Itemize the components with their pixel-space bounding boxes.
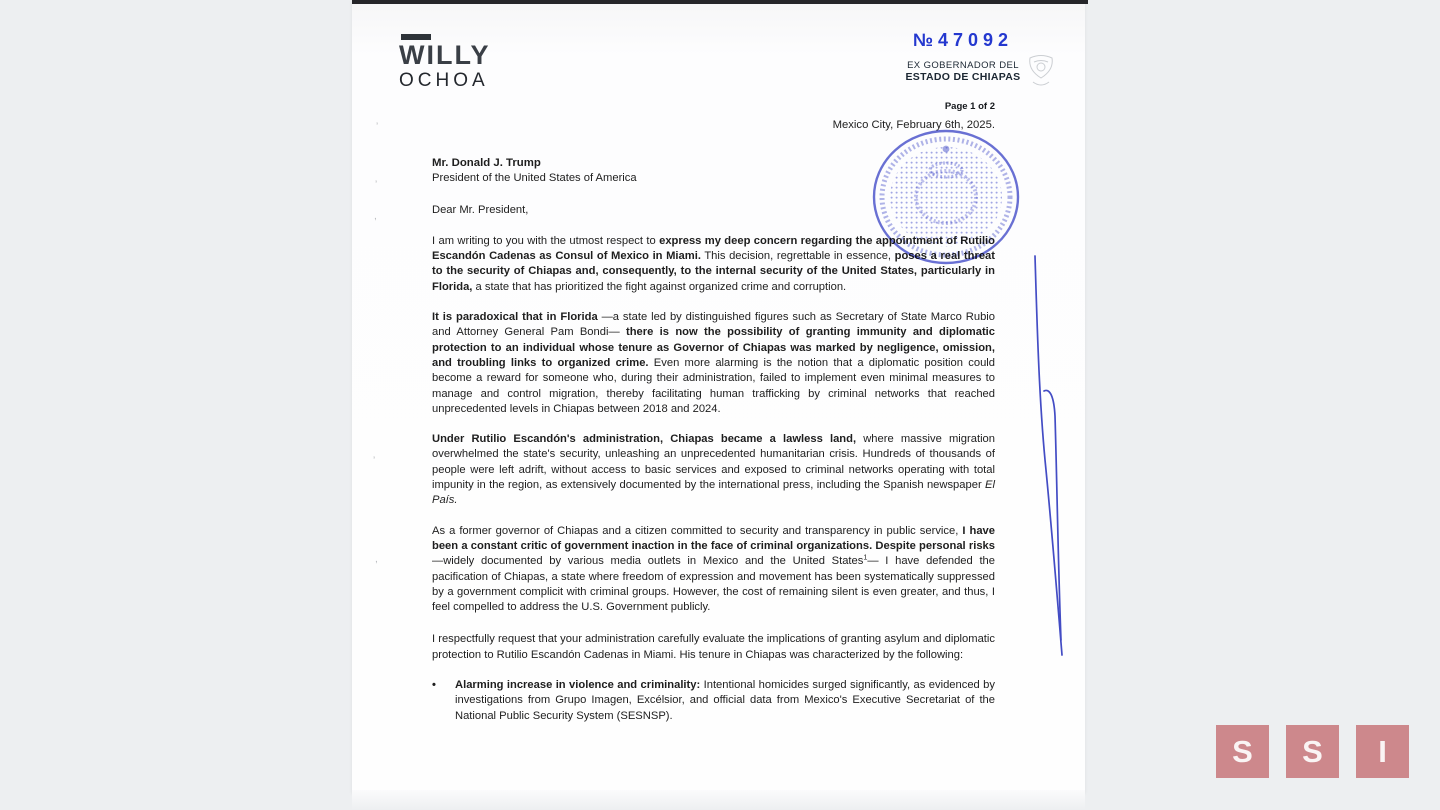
office-title-line1: EX GOBERNADOR DEL <box>907 60 1019 71</box>
dateline: Mexico City, February 6th, 2025. <box>832 119 995 131</box>
scan-artifact: , <box>374 211 377 222</box>
office-title-line2: ESTADO DE CHIAPAS <box>905 71 1021 83</box>
letter-document <box>352 0 1085 794</box>
office-title <box>897 60 1029 83</box>
folio-digits: 47092 <box>938 30 1014 50</box>
crest-watermark-icon <box>1024 52 1058 92</box>
scan-artifact: ʼ <box>376 122 379 133</box>
scan-artifact: , <box>375 554 378 565</box>
recipient-name: Mr. Donald J. Trump <box>432 157 541 169</box>
folio-prefix: № <box>912 30 934 50</box>
notary-stamp-icon <box>870 126 1022 268</box>
ssi-letter: S <box>1232 733 1253 769</box>
bullet-text: Alarming increase in violence and criminality: Intentional homicides surged significantly, as evidenced by investigations from Grupo Imagen, Excélsior, and official data from Mexico's Executive Secretariat of the National Public Security System (SESNSP). <box>455 679 995 722</box>
ssi-watermark <box>1216 725 1409 778</box>
ssi-watermark-square <box>1356 725 1409 778</box>
folio-number <box>897 30 1029 51</box>
paragraph-5: I respectfully request that your administration carefully evaluate the implications of granting asylum and diplomatic protection to Rutilio Escandón Cadenas in Miami. His tenure in Chiapas was characterized by the following: <box>432 633 995 661</box>
ssi-watermark-square <box>1286 725 1339 778</box>
ssi-letter: S <box>1302 733 1323 769</box>
paragraph-4: As a former governor of Chiapas and a citizen committed to security and transparency in public service, I have been a constant critic of government inaction in the face of criminal organizations. Despite personal risks —widely documented by various media outlets in Mexico and the United States$^1$— I have defended the pacification of Chiapas, a state where freedom of expression and movement has been systematically suppressed by a government complicit with criminal groups. However, the cost of remaining silent is even greater, and thus, I feel compelled to address the U.S. Government publicly. <box>432 524 996 614</box>
paragraph-3: Under Rutilio Escandón's administration, Chiapas became a lawless land, where massive migration overwhelmed the state's security, unleashing an unprecedented humanitarian crisis. Hundreds of thousands of people were left adrift, without access to basic services and exposed to criminal networks operating with total impunity in the region, as extensively documented by the international press, including the Spanish newspaper El País. <box>432 433 996 507</box>
page-indicator: Page 1 of 2 <box>944 101 995 112</box>
brand-subname: OCHOA <box>399 70 489 91</box>
bullet-marker: • <box>432 679 436 692</box>
document-top-edge <box>352 0 1088 4</box>
letterhead-brand <box>399 34 491 92</box>
paragraph-2: It is paradoxical that in Florida —a state led by distinguished figures such as Secretary of State Marco Rubio and Attorney General Pam Bondi— there is now the possibility of granting immunity and diplomatic protection to an individual whose tenure as Governor of Chiapas was marked by negligence, omission, and troubling links to organized crime. Even more alarming is the notion that a diplomatic position could become a reward for someone who, during their administration, failed to implement even minimal measures to manage and control migration, thereby facilitating human trafficking by criminal networks that reached unprecedented levels in Chiapas between 2018 and 2024. <box>432 311 995 415</box>
salutation: Dear Mr. President, <box>432 203 529 216</box>
brand-name: WILLY <box>399 40 491 70</box>
bullet-item <box>432 678 995 724</box>
page-gap <box>352 790 1085 810</box>
paragraph-1: I am writing to you with the utmost respect to express my deep concern regarding the appointment of Rutilio Escandón Cadenas as Consul of Mexico in Miami. This decision, regrettable in essence, poses a real threat to the security of Chiapas and, consequently, to the internal security of the United States, particularly in Florida, a state that has prioritized the fight against organized crime and corruption. <box>432 234 996 293</box>
scan-artifact: ʼ <box>373 456 376 467</box>
ssi-letter: I <box>1378 733 1387 769</box>
ssi-watermark-square <box>1216 725 1269 778</box>
recipient-title: President of the United States of America <box>432 172 637 185</box>
scan-artifact: ʼ <box>375 180 378 191</box>
folio-block <box>897 30 1029 83</box>
